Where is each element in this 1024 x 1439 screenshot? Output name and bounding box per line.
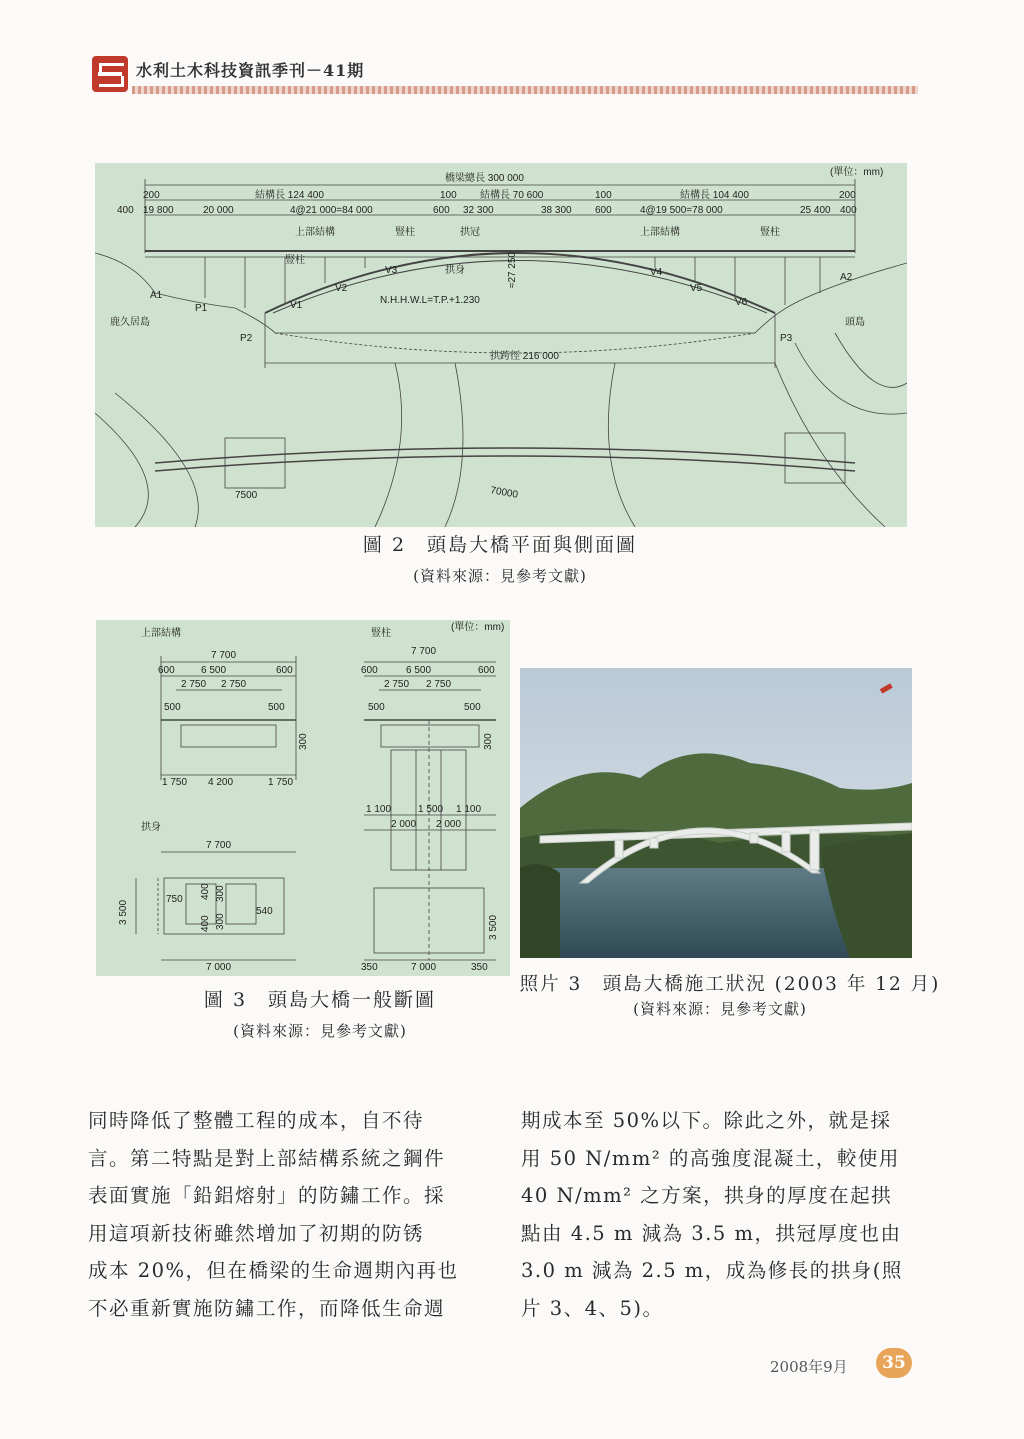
fig3-column-h300: 300 [483, 733, 494, 750]
issue-date: 2008年9月 [770, 1358, 848, 1376]
figure-3-svg [96, 620, 510, 976]
fig3-arch-title: 拱身 [141, 822, 161, 833]
fig3-column-w500b: 500 [464, 702, 481, 713]
figure-2-svg [95, 163, 907, 527]
photo-3-caption: 照片 3 頭島大橋施工狀況 (2003 年 12 月) [519, 974, 941, 995]
fig3-column-w2000b: 2 000 [436, 819, 462, 830]
fig3-column-w350b: 350 [471, 962, 488, 973]
fig3-arch-w750: 750 [166, 894, 183, 905]
fig2-v3: V3 [385, 265, 398, 276]
fig2-p2: P2 [240, 333, 253, 344]
body-line: 片 3、4、5)。 [521, 1296, 664, 1320]
fig3-column-h3500: 3 500 [488, 914, 499, 940]
body-line: 不必重新實施防鏽工作，而降低生命週 [88, 1296, 446, 1320]
fig3-upper-w500b: 500 [268, 702, 285, 713]
fig3-upper-w4200: 4 200 [208, 777, 234, 788]
fig3-upper-w6500: 6 500 [201, 665, 227, 676]
body-line: 期成本至 50%以下。除此之外，就是採 [521, 1109, 892, 1132]
fig2-v2: V2 [335, 283, 348, 294]
fig3-arch-w7700: 7 700 [206, 840, 232, 851]
fig3-arch-h400a: 400 [200, 883, 211, 900]
fig3-column-title: 豎柱 [371, 628, 391, 639]
fig3-upper-w600a: 600 [158, 665, 175, 676]
fig3-arch-w540: 540 [256, 906, 273, 917]
fig3-upper-w500a: 500 [164, 702, 181, 713]
fig3-upper-w7700: 7 700 [211, 650, 237, 661]
fig2-dim-70000: 70000 [489, 485, 519, 501]
fig2-arch-label: 拱身 [445, 265, 465, 276]
fig3-column-w1500: 1 500 [418, 804, 444, 815]
fig2-a1: A1 [150, 290, 163, 301]
fig3-column-w7700: 7 700 [411, 646, 437, 657]
fig2-dim-32300: 32 300 [463, 205, 494, 216]
fig3-upper-w2750b: 2 750 [221, 679, 247, 690]
body-text-left-column [88, 1102, 488, 1327]
publication-title: 水利土木科技資訊季刊－41期 [136, 61, 365, 80]
body-line: 表面實施「鉛鋁熔射」的防鏽工作。採 [88, 1184, 446, 1207]
fig2-dim-600b: 600 [595, 205, 612, 216]
fig2-dim-100a: 100 [440, 190, 457, 201]
fig2-dim-400b: 400 [840, 205, 857, 216]
figure-3-drawing [96, 620, 510, 976]
fig3-upper-w600b: 600 [276, 665, 293, 676]
fig2-column-3: 豎柱 [760, 227, 780, 238]
fig2-span-left: 4@21 000=84 000 [290, 205, 373, 216]
fig2-unit-label: (單位：mm) [830, 167, 884, 178]
fig3-column-w2750b: 2 750 [426, 679, 452, 690]
header-decorative-band [132, 86, 918, 94]
fig2-upper-left: 上部結構 [295, 227, 335, 238]
fig2-upper-right: 上部結構 [640, 227, 680, 238]
fig3-upper-w1750a: 1 750 [162, 777, 188, 788]
fig2-island-left: 鹿久居島 [110, 317, 150, 328]
figure-2-caption: 圖 2 頭島大橋平面與側面圖 [362, 534, 638, 556]
fig3-column-w7000: 7 000 [411, 962, 437, 973]
bridge-photo-svg [520, 668, 912, 958]
figure-3-source: (資料來源：見參考文獻) [233, 1022, 407, 1040]
fig2-dim-200a: 200 [143, 190, 160, 201]
body-line: 用 50 N/mm² 的高強度混凝土，較使用 [521, 1146, 900, 1170]
figure-2-source: (資料來源：見參考文獻) [413, 567, 587, 585]
fig3-column-w1100a: 1 100 [366, 804, 392, 815]
fig3-column-w2750a: 2 750 [384, 679, 410, 690]
fig2-struct-mid: 結構長 70 600 [480, 190, 544, 201]
fig3-arch-w7000: 7 000 [206, 962, 232, 973]
fig3-column-w500a: 500 [368, 702, 385, 713]
fig2-span-right: 4@19 500=78 000 [640, 205, 723, 216]
fig2-dim-400a: 400 [117, 205, 134, 216]
fig2-island-right: 頭島 [845, 317, 865, 328]
fig2-struct-left: 結構長 124 400 [255, 190, 324, 201]
fig2-total-length: 橋梁總長 300 000 [445, 173, 524, 184]
fig3-column-w2000a: 2 000 [391, 819, 417, 830]
fig3-column-w600a: 600 [361, 665, 378, 676]
fig2-dim-100b: 100 [595, 190, 612, 201]
body-line: 同時降低了整體工程的成本，自不待 [88, 1109, 425, 1132]
fig3-column-w1100b: 1 100 [456, 804, 482, 815]
fig2-rise: ≈27 250 [507, 251, 518, 288]
body-line: 3.0 m 減為 2.5 m，成為修長的拱身(照 [521, 1259, 903, 1282]
fig2-a2: A2 [840, 272, 853, 283]
fig2-dim-20000: 20 000 [203, 205, 234, 216]
fig2-water-level: N.H.H.W.L=T.P.+1.230 [380, 295, 480, 306]
body-line: 點由 4.5 m 減為 3.5 m，拱冠厚度也由 [521, 1221, 902, 1245]
body-line: 言。第二特點是對上部結構系統之鋼件 [88, 1146, 446, 1170]
fig3-unit-label: (單位：mm) [451, 622, 505, 633]
fig2-dim-19800: 19 800 [143, 205, 174, 216]
page-number: 35 [876, 1348, 912, 1378]
fig2-dim-38300: 38 300 [541, 205, 572, 216]
fig2-p3: P3 [780, 333, 793, 344]
figure-3-caption: 圖 3 頭島大橋一般斷圖 [203, 989, 437, 1011]
fig2-dim-7500: 7500 [235, 490, 258, 501]
fig3-arch-h300a: 300 [215, 885, 226, 902]
body-line: 用這項新技術雖然增加了初期的防锈 [88, 1221, 425, 1245]
fig2-column-1: 豎柱 [395, 227, 415, 238]
fig3-upper-w2750a: 2 750 [181, 679, 207, 690]
fig2-v5: V5 [690, 283, 703, 294]
fig2-dim-200b: 200 [839, 190, 856, 201]
fig3-column-w350a: 350 [361, 962, 378, 973]
fig3-upper-w1750b: 1 750 [268, 777, 294, 788]
page-header [92, 52, 918, 102]
body-line: 40 N/mm² 之方案，拱身的厚度在起拱 [521, 1184, 893, 1207]
fig2-arch-span: 拱跨徑 216 000 [490, 351, 559, 362]
fig3-upper-h300: 300 [298, 733, 309, 750]
fig2-p1: P1 [195, 303, 208, 314]
body-text-right-column [521, 1102, 921, 1327]
fig3-column-w6500: 6 500 [406, 665, 432, 676]
journal-logo-icon [92, 56, 128, 92]
fig2-dim-25400: 25 400 [800, 205, 831, 216]
fig3-arch-h300b: 300 [215, 913, 226, 930]
fig3-arch-h400b: 400 [200, 915, 211, 932]
fig2-column-2: 豎柱 [285, 255, 305, 266]
fig2-v1: V1 [290, 300, 303, 311]
bridge-photo [520, 668, 912, 958]
fig2-dim-600a: 600 [433, 205, 450, 216]
fig2-struct-right: 結構長 104 400 [680, 190, 749, 201]
photo-3-source: (資料來源：見參考文獻) [633, 1000, 807, 1018]
figure-2-drawing [95, 163, 907, 527]
fig3-upper-title: 上部結構 [141, 628, 181, 639]
fig3-arch-h3500: 3 500 [118, 899, 129, 925]
fig2-v4: V4 [650, 267, 663, 278]
fig2-v6: V6 [735, 297, 748, 308]
fig2-crown: 拱冠 [460, 227, 480, 238]
fig3-column-w600b: 600 [478, 665, 495, 676]
body-line: 成本 20%，但在橋梁的生命週期內再也 [88, 1259, 459, 1282]
